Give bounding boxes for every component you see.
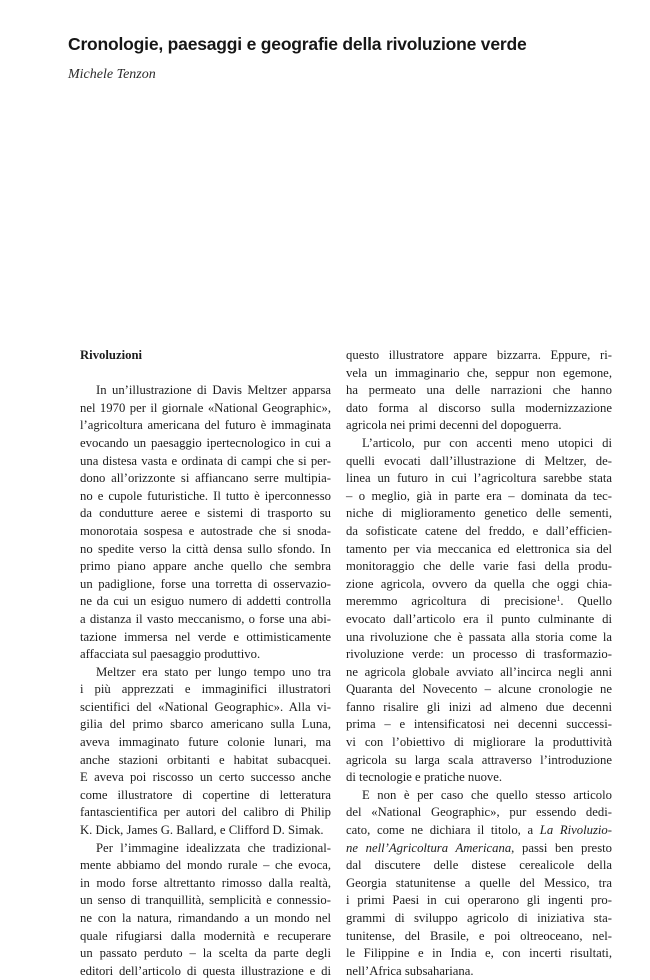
line-text: monorotaia sospesa e autostrade che si snoda- (80, 523, 331, 538)
line-text: E non è per caso che quello stesso articolo (362, 787, 612, 802)
line-text: gilia del primo sbarco americano sulla Luna, (80, 717, 331, 732)
line-text: in modo forse altrettanto rimosso dalla realtà, (80, 875, 331, 890)
text-line (346, 804, 612, 822)
text-line (346, 875, 612, 893)
text-line (80, 558, 331, 576)
line-text: i primi Paesi in cui operarono gli ingenti pro- (346, 893, 612, 908)
text-line (346, 910, 612, 928)
line-text: fantascientifica per autori del calibro di Philip (80, 805, 331, 820)
text-line (80, 488, 331, 506)
line-text: vela un immaginario che, seppur non egemone, (346, 365, 612, 380)
text-line (346, 365, 612, 383)
line-text: un senso di tranquillità, semplicità e connessio- (80, 893, 331, 908)
line-text: aveva immaginato future colonie lunari, ma (80, 735, 331, 750)
text-line (346, 417, 612, 435)
line-text: ne agricola globale avviato all’incirca negli anni (346, 664, 612, 679)
text-line (80, 892, 331, 910)
text-line (346, 488, 612, 506)
line-text: di tecnologie e pratiche nuove. (346, 770, 503, 785)
text-line (346, 400, 612, 418)
line-text: l’agricoltura americana del futuro è immaginata (80, 418, 331, 433)
line-text: K. Dick, James G. Ballard, e Clifford D. Simak. (80, 823, 324, 838)
italic-title: ne nell’Agricoltura Americana (346, 840, 512, 855)
line-text: un passato perduto – la scelta da parte degli (80, 946, 331, 961)
line-text: ha permeato una delle narrazioni che hanno (346, 383, 612, 398)
text-line (80, 787, 331, 805)
line-text: tunitense, del Brasile, e poi oltreoceano, nel- (346, 928, 612, 943)
line-text: primo piano appare anche quello che sembra (80, 559, 331, 574)
text-line (80, 699, 331, 717)
text-line (80, 646, 331, 664)
line-text: editori dell’articolo di questa illustrazione e di (80, 963, 331, 978)
text-line (80, 822, 331, 840)
text-line (80, 963, 331, 980)
line-text: affacciata sul paesaggio produttivo. (80, 647, 261, 662)
text-line (346, 857, 612, 875)
line-text: da sofisticate catene del freddo, e dall’efficien- (346, 523, 612, 538)
line-text: – o meglio, già in parte era – dominata da tec- (346, 488, 612, 503)
line-text: monitoraggio che delle varie fasi della produ- (346, 559, 612, 574)
text-line (80, 523, 331, 541)
line-text: no e cupole futuristiche. Il tutto è iperconnesso (80, 488, 331, 503)
line-text-tail: . Quello (560, 594, 612, 609)
text-line (80, 541, 331, 559)
text-line (346, 435, 612, 453)
line-text: In un’illustrazione di Davis Meltzer apparsa (96, 383, 331, 398)
text-line (346, 963, 612, 980)
text-line (80, 453, 331, 471)
text-line (80, 681, 331, 699)
text-line (80, 417, 331, 435)
line-text: mente abbiamo del mondo rurale – che evoca, (80, 858, 331, 873)
text-line (80, 716, 331, 734)
text-line (346, 769, 612, 787)
text-line (80, 945, 331, 963)
line-text: tamento per via meccanica ed elettronica sia del (346, 541, 612, 556)
text-line (80, 611, 331, 629)
text-line (346, 541, 612, 559)
line-text: da condutture aeree e sistemi di trasporto su (80, 506, 331, 521)
footnote-marker[interactable]: 1 (556, 594, 561, 604)
text-line (346, 523, 612, 541)
line-text: Meltzer era stato per lungo tempo uno tra (96, 664, 331, 679)
text-line (346, 928, 612, 946)
text-line (346, 646, 612, 664)
text-line (346, 576, 612, 594)
line-text: rivoluzione verde: un processo di trasformazio- (346, 647, 612, 662)
text-line (346, 453, 612, 471)
text-line (346, 681, 612, 699)
text-line (80, 505, 331, 523)
text-line (346, 734, 612, 752)
line-text: Quaranta del Novecento – alcune cronologie ne (346, 682, 612, 697)
left-column (80, 347, 331, 980)
article-title: Cronologie, paesaggi e geografie della rivoluzione verde (68, 34, 527, 54)
line-text: dal discutere delle distese cerealicole della (346, 858, 612, 873)
text-line (80, 840, 331, 858)
text-line (80, 593, 331, 611)
line-text: Georgia statunitense a quelle del Messico, tra (346, 875, 612, 890)
line-text: dono all’orizzonte si affiancano serre multipia- (80, 471, 331, 486)
left-column-text (80, 382, 331, 980)
line-text: un padiglione, forse una torretta di osservazio- (80, 576, 331, 591)
line-text: una rivoluzione che è passata alla storia come la (346, 629, 612, 644)
line-text: scientifici del «National Geographic». Alla vi- (80, 699, 331, 714)
line-text: agricola nei primi decenni del dopoguerra. (346, 418, 562, 433)
text-line (346, 892, 612, 910)
line-text: Per l’immagine idealizzata che tradizional- (96, 840, 331, 855)
italic-title: La Rivoluzio- (539, 823, 612, 838)
right-column (346, 347, 612, 980)
line-text: una distesa vasta e ordinata di campi che si per- (80, 453, 331, 468)
section-heading: Rivoluzioni (80, 348, 143, 362)
text-line (80, 804, 331, 822)
line-text: anche stazioni orbitanti e habitat subacquei. (80, 752, 331, 767)
line-text: fanno risalire gli inizi ad almeno due decenni (346, 699, 612, 714)
text-line (80, 664, 331, 682)
line-text: del «National Geographic», pur essendo dedi- (346, 805, 612, 820)
text-line (80, 752, 331, 770)
line-text: evocato dall’articolo era il punto culminante di (346, 611, 612, 626)
text-line (346, 699, 612, 717)
text-line (346, 347, 612, 365)
heading-spacer (80, 365, 331, 383)
line-text: a distanza il vasto meccanismo, o forse una abi- (80, 611, 331, 626)
line-text: L’articolo, pur con accenti meno utopici di (362, 435, 612, 450)
line-text: ne con la natura, rimandando a un mondo nel (80, 911, 331, 925)
text-line (346, 470, 612, 488)
text-line (80, 382, 331, 400)
line-text: nel 1970 per il giornale «National Geographic», (80, 400, 331, 415)
text-line (346, 752, 612, 770)
right-column-text (346, 347, 612, 980)
text-line (80, 875, 331, 893)
text-line (80, 910, 331, 928)
line-text: quelli evocati dall’illustrazione di Meltzer, de- (346, 453, 612, 468)
line-text: agricola su larga scala attraverso l’introduzione (346, 752, 612, 767)
text-line (346, 558, 612, 576)
line-text: grammi di sviluppo agricolo di iniziativa sta- (346, 911, 612, 925)
line-text: cato, come ne dichiara il titolo, a (346, 823, 540, 838)
line-text: nell’Africa subsahariana. (346, 963, 474, 978)
text-line (80, 470, 331, 488)
text-line (80, 734, 331, 752)
line-text-tail: , passi ben presto (511, 840, 612, 855)
line-text: dato forma al discorso sulla modernizzazione (346, 400, 612, 415)
text-line (346, 593, 612, 611)
text-line (346, 611, 612, 629)
line-text: no spedite verso la città densa sullo sfondo. In (80, 541, 331, 556)
line-text: evocando un paesaggio ipertecnologico in cui a (80, 435, 331, 450)
text-line (80, 769, 331, 787)
text-line (80, 629, 331, 647)
article-author: Michele Tenzon (68, 67, 156, 82)
text-line (346, 822, 612, 840)
line-text: le Filippine e in India e, con incerti risultati, (346, 946, 612, 961)
text-line (80, 857, 331, 875)
line-text: niche di miglioramento genetico delle sementi, (346, 506, 612, 521)
text-line (80, 435, 331, 453)
line-text: questo illustratore appare bizzarra. Eppure, ri- (346, 348, 612, 362)
text-line (80, 400, 331, 418)
text-line (346, 716, 612, 734)
line-text: prima – e intensificatosi nei decenni successi- (346, 717, 612, 732)
line-text: come illustratore di copertine di letteratura (80, 787, 331, 802)
line-text: quale rifugiarsi dalla modernità e recuperare (80, 928, 331, 943)
line-text: E aveva poi riscosso un certo successo anche (80, 770, 331, 785)
line-text: linea un futuro in cui l’agricoltura sarebbe stata (346, 471, 612, 486)
text-line (346, 629, 612, 647)
text-line (346, 945, 612, 963)
line-text: zione agricola, ovvero da quella che oggi chia- (346, 576, 612, 591)
line-text: meremmo agricoltura di precisione (346, 594, 557, 609)
text-line (346, 664, 612, 682)
text-line (80, 928, 331, 946)
line-text: vi con l’obiettivo di migliorare la produttività (346, 735, 612, 750)
text-line (346, 505, 612, 523)
line-text: tazione immersa nel verde e ottimisticamente (80, 629, 331, 644)
text-line (346, 840, 612, 858)
line-text: i più apprezzati e immaginifici illustratori (80, 682, 331, 697)
line-text: ne da cui un esiguo numero di addetti controlla (80, 594, 331, 609)
text-line (346, 787, 612, 805)
text-line (80, 576, 331, 594)
text-line (346, 382, 612, 400)
